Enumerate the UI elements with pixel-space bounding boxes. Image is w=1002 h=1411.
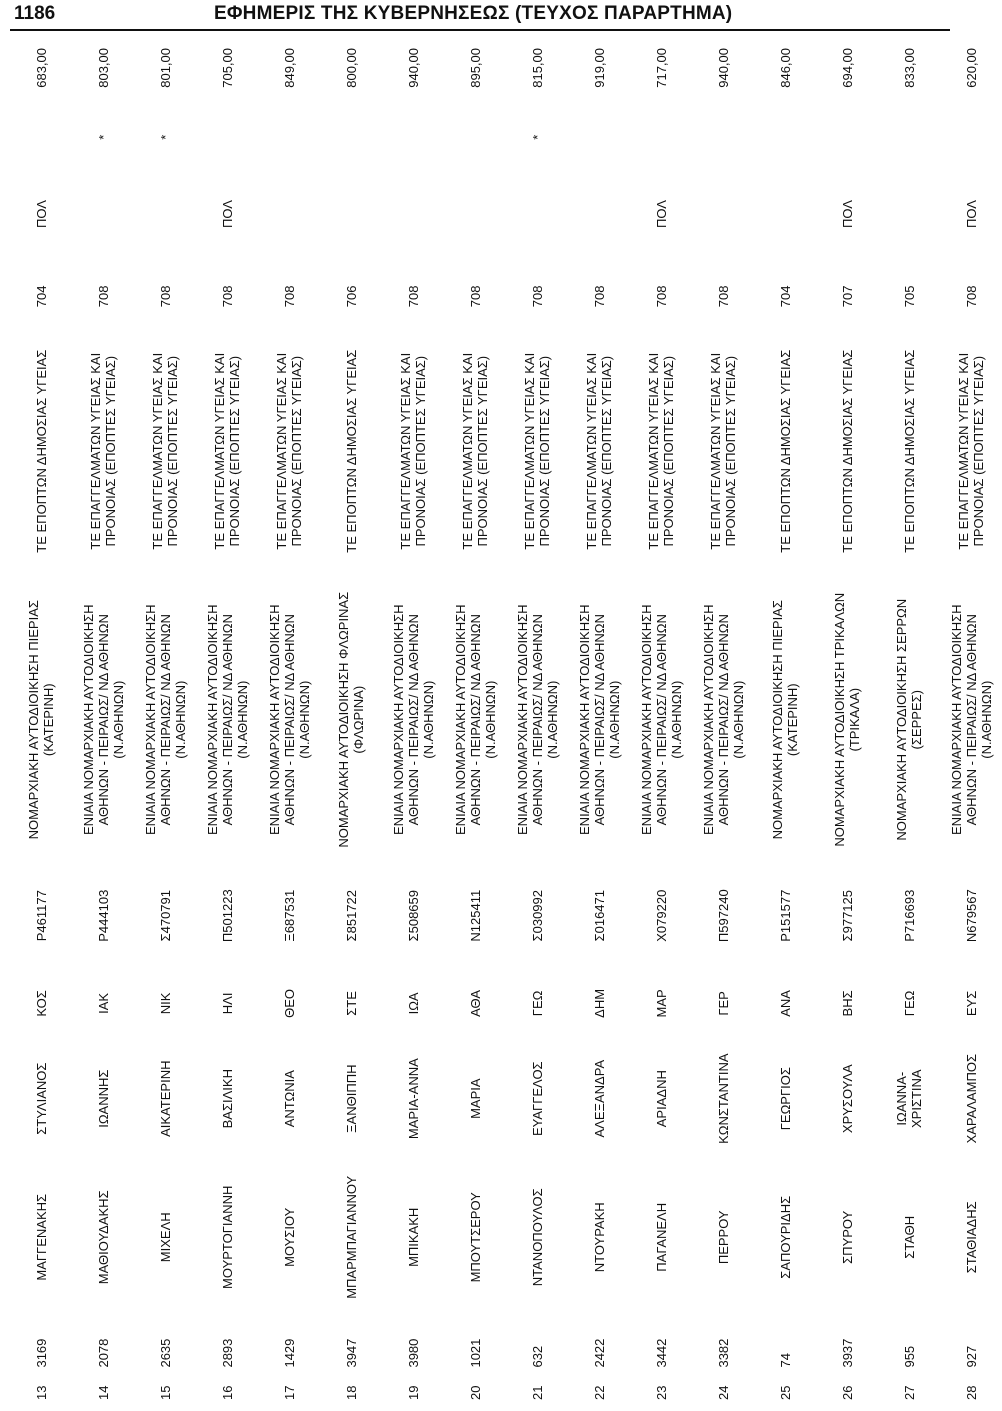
registry-number-cell: 2635 <box>157 1338 173 1368</box>
specialty-cell: ΤΕ ΕΠΑΓΓΕΛΜΑΤΩΝ ΥΓΕΙΑΣ ΚΑΙ ΠΡΟΝΟΙΑΣ (ΕΠΟΠΤΕΣ ΥΓΕΙΑΣ) <box>398 352 428 550</box>
first-name-cell: ΧΑΡΑΛΑΜΠΟΣ <box>963 1053 979 1144</box>
marker-cell <box>382 111 444 163</box>
row-number-cell: 15 <box>157 1385 173 1400</box>
registry-number-cell: 3442 <box>653 1338 669 1368</box>
specialty-code-cell: 708 <box>529 285 545 308</box>
patronym-cell: ΙΩΑ <box>405 992 421 1015</box>
id-number-cell: Σ470791 <box>157 890 173 942</box>
surname-cell: ΣΑΠΟΥΡΙΔΗΣ <box>777 1195 793 1279</box>
specialty-cell: ΤΕ ΕΠΑΓΓΕΛΜΑΤΩΝ ΥΓΕΙΑΣ ΚΑΙ ΠΡΟΝΟΙΑΣ (ΕΠΟΠΤΕΣ ΥΓΕΙΑΣ) <box>88 352 118 550</box>
row-number-cell: 24 <box>715 1385 731 1400</box>
id-number-cell: Ν679567 <box>963 889 979 943</box>
header-rule <box>10 29 950 31</box>
specialty-code-cell: 708 <box>281 285 297 308</box>
surname-cell: ΣΠΥΡΟΥ <box>839 1210 855 1264</box>
row-number-cell: 20 <box>467 1385 483 1400</box>
specialty-cell: ΤΕ ΕΠΟΠΤΩΝ ΔΗΜΟΣΙΑΣ ΥΓΕΙΑΣ <box>839 349 855 553</box>
table-row <box>134 44 196 1404</box>
score-cell: 803,00 <box>95 48 111 88</box>
journal-title: ΕΦΗΜΕΡΙΣ ΤΗΣ ΚΥΒΕΡΝΗΣΕΩΣ (ΤΕΥΧΟΣ ΠΑΡΑΡΤΗΜΑ) <box>214 3 733 24</box>
specialty-code-cell: 708 <box>219 285 235 308</box>
score-cell: 705,00 <box>219 48 235 88</box>
table-row <box>940 44 1002 1404</box>
table-row <box>196 44 258 1404</box>
score-cell: 940,00 <box>405 48 421 88</box>
row-number-cell: 28 <box>963 1385 979 1400</box>
score-cell: 800,00 <box>343 48 359 88</box>
specialty-code-cell: 707 <box>839 285 855 308</box>
first-name-cell: ΧΡΥΣΟΥΛΑ <box>839 1064 855 1134</box>
marker-cell <box>444 111 506 163</box>
row-number-cell: 19 <box>405 1385 421 1400</box>
specialty-cell: ΤΕ ΕΠΑΓΓΕΛΜΑΤΩΝ ΥΓΕΙΑΣ ΚΑΙ ΠΡΟΝΟΙΑΣ (ΕΠΟΠΤΕΣ ΥΓΕΙΑΣ) <box>708 352 738 550</box>
first-name-cell: ΕΥΑΓΓΕΛΟΣ <box>529 1061 545 1136</box>
surname-cell: ΜΠΙΚΑΚΗ <box>405 1207 421 1267</box>
score-cell: 919,00 <box>591 48 607 88</box>
table-row <box>506 44 568 1404</box>
score-cell: 895,00 <box>467 48 483 88</box>
patronym-cell: ΘΕΟ <box>281 988 297 1018</box>
table-row <box>320 44 382 1404</box>
patronym-cell: ΑΝΑ <box>777 990 793 1017</box>
id-number-cell: Ρ444103 <box>95 889 111 942</box>
patronym-cell: ΔΗΜ <box>591 988 607 1018</box>
surname-cell: ΜΑΘΙΟΥΔΑΚΗΣ <box>95 1190 111 1285</box>
specialty-cell: ΤΕ ΕΠΑΓΓΕΛΜΑΤΩΝ ΥΓΕΙΑΣ ΚΑΙ ΠΡΟΝΟΙΑΣ (ΕΠΟΠΤΕΣ ΥΓΕΙΑΣ) <box>646 352 676 550</box>
marker-cell <box>940 111 1002 163</box>
service-cell: ΕΝΙΑΙΑ ΝΟΜΑΡΧΙΑΚΗ ΑΥΤΟΔΙΟΙΚΗΣΗ ΑΘΗΝΩΝ - ΠΕΙΡΑΙΩΣ/ ΝΔ ΑΘΗΝΩΝ (Ν.ΑΘΗΝΩΝ) <box>204 604 250 835</box>
specialty-code-cell: 708 <box>591 285 607 308</box>
row-number-cell: 26 <box>839 1385 855 1400</box>
id-number-cell: Σ977125 <box>839 890 855 942</box>
table-row <box>816 44 878 1404</box>
row-number-cell: 22 <box>591 1385 607 1400</box>
surname-cell: ΠΑΓΑΝΕΛΗ <box>653 1202 669 1272</box>
service-cell: ΕΝΙΑΙΑ ΝΟΜΑΡΧΙΑΚΗ ΑΥΤΟΔΙΟΙΚΗΣΗ ΑΘΗΝΩΝ - ΠΕΙΡΑΙΩΣ/ ΝΔ ΑΘΗΝΩΝ (Ν.ΑΘΗΝΩΝ) <box>390 604 436 835</box>
registry-number-cell: 3937 <box>839 1338 855 1368</box>
page-header <box>0 0 960 32</box>
registry-number-cell: 2893 <box>219 1338 235 1368</box>
score-cell: 683,00 <box>33 48 49 88</box>
score-cell: 717,00 <box>653 48 669 88</box>
surname-cell: ΜΑΓΓΕΝΑΚΗΣ <box>33 1193 49 1281</box>
registry-number-cell: 632 <box>529 1345 545 1368</box>
specialty-code-cell: 708 <box>653 285 669 308</box>
id-number-cell: Σ508659 <box>405 890 421 942</box>
surname-cell: ΝΤΟΥΡΑΚΗ <box>591 1202 607 1273</box>
specialty-cell: ΤΕ ΕΠΟΠΤΩΝ ΔΗΜΟΣΙΑΣ ΥΓΕΙΑΣ <box>343 349 359 553</box>
service-cell: ΝΟΜΑΡΧΙΑΚΗ ΑΥΤΟΔΙΟΙΚΗΣΗ ΠΙΕΡΙΑΣ (ΚΑΤΕΡΙΝΗ) <box>26 600 56 840</box>
service-cell: ΕΝΙΑΙΑ ΝΟΜΑΡΧΙΑΚΗ ΑΥΤΟΔΙΟΙΚΗΣΗ ΑΘΗΝΩΝ - ΠΕΙΡΑΙΩΣ/ ΝΔ ΑΘΗΝΩΝ (Ν.ΑΘΗΝΩΝ) <box>948 604 994 835</box>
row-number-cell: 27 <box>901 1385 917 1400</box>
specialty-cell: ΤΕ ΕΠΟΠΤΩΝ ΔΗΜΟΣΙΑΣ ΥΓΕΙΑΣ <box>33 349 49 553</box>
registry-number-cell: 3169 <box>33 1338 49 1368</box>
registry-number-cell: 955 <box>901 1345 917 1368</box>
patronym-cell: ΝΙΚ <box>157 992 173 1015</box>
specialty-cell: ΤΕ ΕΠΑΓΓΕΛΜΑΤΩΝ ΥΓΕΙΑΣ ΚΑΙ ΠΡΟΝΟΙΑΣ (ΕΠΟΠΤΕΣ ΥΓΕΙΑΣ) <box>460 352 490 550</box>
specialty-cell: ΤΕ ΕΠΑΓΓΕΛΜΑΤΩΝ ΥΓΕΙΑΣ ΚΑΙ ΠΡΟΝΟΙΑΣ (ΕΠΟΠΤΕΣ ΥΓΕΙΑΣ) <box>274 352 304 550</box>
id-number-cell: Ρ461177 <box>33 890 49 942</box>
surname-cell: ΝΤΑΝΟΠΟΥΛΟΣ <box>529 1188 545 1287</box>
rotated-table-container <box>10 44 994 1404</box>
first-name-cell: ΙΩΑΝΝΗΣ <box>95 1069 111 1128</box>
service-cell: ΝΟΜΑΡΧΙΑΚΗ ΑΥΤΟΔΙΟΙΚΗΣΗ ΤΡΙΚΑΛΩΝ (ΤΡΙΚΑΛΑ) <box>832 592 862 847</box>
patronym-cell: ΓΕΡ <box>715 991 731 1016</box>
surname-cell: ΜΠΟΥΤΣΕΡΟΥ <box>467 1192 483 1283</box>
specialty-code-cell: 708 <box>405 285 421 308</box>
id-number-cell: Σ030992 <box>529 890 545 942</box>
appointments-table <box>10 44 1002 1404</box>
table-row <box>444 44 506 1404</box>
marker-cell <box>320 111 382 163</box>
table-row <box>754 44 816 1404</box>
marker-cell: * <box>95 134 111 140</box>
specialty-cell: ΤΕ ΕΠΟΠΤΩΝ ΔΗΜΟΣΙΑΣ ΥΓΕΙΑΣ <box>777 349 793 553</box>
score-cell: 801,00 <box>157 48 173 88</box>
row-number-cell: 14 <box>95 1385 111 1400</box>
patronym-cell: ΣΤΕ <box>343 991 359 1016</box>
marker-cell <box>568 111 630 163</box>
service-cell: ΕΝΙΑΙΑ ΝΟΜΑΡΧΙΑΚΗ ΑΥΤΟΔΙΟΙΚΗΣΗ ΑΘΗΝΩΝ - ΠΕΙΡΑΙΩΣ/ ΝΔ ΑΘΗΝΩΝ (Ν.ΑΘΗΝΩΝ) <box>266 604 312 835</box>
specialty-code-cell: 708 <box>963 285 979 308</box>
table-row <box>878 44 940 1404</box>
large-family-cell <box>878 163 940 265</box>
specialty-code-cell: 708 <box>715 285 731 308</box>
large-family-cell <box>568 163 630 265</box>
first-name-cell: ΑΝΤΩΝΙΑ <box>281 1070 297 1128</box>
first-name-cell: ΜΑΡΙΑ <box>467 1078 483 1119</box>
large-family-cell: ΠΟΛ <box>219 200 235 229</box>
score-cell: 815,00 <box>529 48 545 88</box>
service-cell: ΝΟΜΑΡΧΙΑΚΗ ΑΥΤΟΔΙΟΙΚΗΣΗ ΣΕΡΡΩΝ (ΣΕΡΡΕΣ) <box>894 598 924 841</box>
large-family-cell <box>754 163 816 265</box>
table-row <box>382 44 444 1404</box>
id-number-cell: Ξ687531 <box>281 889 297 942</box>
large-family-cell <box>258 163 320 265</box>
row-number-cell: 17 <box>281 1385 297 1400</box>
specialty-code-cell: 704 <box>33 285 49 308</box>
service-cell: ΕΝΙΑΙΑ ΝΟΜΑΡΧΙΑΚΗ ΑΥΤΟΔΙΟΙΚΗΣΗ ΑΘΗΝΩΝ - ΠΕΙΡΑΙΩΣ/ ΝΔ ΑΘΗΝΩΝ (Ν.ΑΘΗΝΩΝ) <box>142 604 188 835</box>
specialty-code-cell: 706 <box>343 285 359 308</box>
service-cell: ΝΟΜΑΡΧΙΑΚΗ ΑΥΤΟΔΙΟΙΚΗΣΗ ΠΙΕΡΙΑΣ (ΚΑΤΕΡΙΝΗ) <box>770 600 800 840</box>
large-family-cell <box>382 163 444 265</box>
table-row <box>692 44 754 1404</box>
score-cell: 620,00 <box>963 48 979 88</box>
patronym-cell: ΗΛΙ <box>219 992 235 1015</box>
service-cell: ΕΝΙΑΙΑ ΝΟΜΑΡΧΙΑΚΗ ΑΥΤΟΔΙΟΙΚΗΣΗ ΑΘΗΝΩΝ - ΠΕΙΡΑΙΩΣ/ ΝΔ ΑΘΗΝΩΝ (Ν.ΑΘΗΝΩΝ) <box>452 604 498 835</box>
specialty-cell: ΤΕ ΕΠΑΓΓΕΛΜΑΤΩΝ ΥΓΕΙΑΣ ΚΑΙ ΠΡΟΝΟΙΑΣ (ΕΠΟΠΤΕΣ ΥΓΕΙΑΣ) <box>584 352 614 550</box>
surname-cell: ΜΟΥΣΙΟΥ <box>281 1207 297 1267</box>
large-family-cell: ΠΟΛ <box>653 200 669 229</box>
row-number-cell: 18 <box>343 1385 359 1400</box>
specialty-code-cell: 708 <box>157 285 173 308</box>
row-number-cell: 25 <box>777 1385 793 1400</box>
registry-number-cell: 2078 <box>95 1338 111 1368</box>
patronym-cell: ΚΟΣ <box>33 990 49 1017</box>
first-name-cell: ΜΑΡΙΑ-ΑΝΝΑ <box>405 1058 421 1140</box>
registry-number-cell: 927 <box>963 1345 979 1368</box>
specialty-cell: ΤΕ ΕΠΑΓΓΕΛΜΑΤΩΝ ΥΓΕΙΑΣ ΚΑΙ ΠΡΟΝΟΙΑΣ (ΕΠΟΠΤΕΣ ΥΓΕΙΑΣ) <box>212 352 242 550</box>
score-cell: 833,00 <box>901 48 917 88</box>
service-cell: ΕΝΙΑΙΑ ΝΟΜΑΡΧΙΑΚΗ ΑΥΤΟΔΙΟΙΚΗΣΗ ΑΘΗΝΩΝ - ΠΕΙΡΑΙΩΣ/ ΝΔ ΑΘΗΝΩΝ (Ν.ΑΘΗΝΩΝ) <box>576 604 622 835</box>
service-cell: ΕΝΙΑΙΑ ΝΟΜΑΡΧΙΑΚΗ ΑΥΤΟΔΙΟΙΚΗΣΗ ΑΘΗΝΩΝ - ΠΕΙΡΑΙΩΣ/ ΝΔ ΑΘΗΝΩΝ (Ν.ΑΘΗΝΩΝ) <box>514 604 560 835</box>
surname-cell: ΣΤΑΘΙΑΔΗΣ <box>963 1201 979 1274</box>
surname-cell: ΜΟΥΡΤΟΓΙΑΝΝΗ <box>219 1185 235 1289</box>
id-number-cell: Σ016471 <box>591 890 607 942</box>
id-number-cell: Ρ716693 <box>901 889 917 942</box>
row-number-cell: 16 <box>219 1385 235 1400</box>
id-number-cell: Ν125411 <box>467 889 483 942</box>
registry-number-cell: 1429 <box>281 1338 297 1368</box>
first-name-cell: ΑΙΚΑΤΕΡΙΝΗ <box>157 1060 173 1137</box>
large-family-cell: ΠΟΛ <box>839 200 855 229</box>
page-number: 1186 <box>14 3 56 24</box>
id-number-cell: Σ851722 <box>343 890 359 942</box>
service-cell: ΕΝΙΑΙΑ ΝΟΜΑΡΧΙΑΚΗ ΑΥΤΟΔΙΟΙΚΗΣΗ ΑΘΗΝΩΝ - ΠΕΙΡΑΙΩΣ/ ΝΔ ΑΘΗΝΩΝ (Ν.ΑΘΗΝΩΝ) <box>700 604 746 835</box>
service-cell: ΕΝΙΑΙΑ ΝΟΜΑΡΧΙΑΚΗ ΑΥΤΟΔΙΟΙΚΗΣΗ ΑΘΗΝΩΝ - ΠΕΙΡΑΙΩΣ/ ΝΔ ΑΘΗΝΩΝ (Ν.ΑΘΗΝΩΝ) <box>638 604 684 835</box>
service-cell: ΕΝΙΑΙΑ ΝΟΜΑΡΧΙΑΚΗ ΑΥΤΟΔΙΟΙΚΗΣΗ ΑΘΗΝΩΝ - ΠΕΙΡΑΙΩΣ/ ΝΔ ΑΘΗΝΩΝ (Ν.ΑΘΗΝΩΝ) <box>80 604 126 835</box>
patronym-cell: ΓΕΩ <box>901 990 917 1017</box>
large-family-cell <box>506 163 568 265</box>
surname-cell: ΠΕΡΡΟΥ <box>715 1210 731 1265</box>
row-number-cell: 21 <box>529 1385 545 1400</box>
first-name-cell: ΞΑΝΘΙΠΠΗ <box>343 1064 359 1133</box>
first-name-cell: ΒΑΣΙΛΙΚΗ <box>219 1069 235 1129</box>
row-number-cell: 13 <box>33 1385 49 1400</box>
registry-number-cell: 3980 <box>405 1338 421 1368</box>
first-name-cell: ΑΛΕΞΑΝΔΡΑ <box>591 1059 607 1138</box>
specialty-code-cell: 705 <box>901 285 917 308</box>
marker-cell <box>878 111 940 163</box>
marker-cell <box>754 111 816 163</box>
score-cell: 849,00 <box>281 48 297 88</box>
marker-cell <box>258 111 320 163</box>
registry-number-cell: 74 <box>777 1353 793 1368</box>
patronym-cell: ΙΑΚ <box>95 992 111 1014</box>
specialty-cell: ΤΕ ΕΠΟΠΤΩΝ ΔΗΜΟΣΙΑΣ ΥΓΕΙΑΣ <box>901 349 917 553</box>
large-family-cell <box>692 163 754 265</box>
first-name-cell: ΙΩΑΝΝΑ-ΧΡΙΣΤΙΝΑ <box>894 1069 924 1128</box>
surname-cell: ΜΠΑΡΜΠΑΓΙΑΝΝΟΥ <box>343 1175 359 1299</box>
table-row <box>72 44 134 1404</box>
table-row <box>630 44 692 1404</box>
service-cell: ΝΟΜΑΡΧΙΑΚΗ ΑΥΤΟΔΙΟΙΚΗΣΗ ΦΛΩΡΙΝΑΣ (ΦΛΩΡΙΝΑ) <box>336 591 366 848</box>
large-family-cell <box>444 163 506 265</box>
id-number-cell: Ρ151577 <box>777 889 793 942</box>
specialty-cell: ΤΕ ΕΠΑΓΓΕΛΜΑΤΩΝ ΥΓΕΙΑΣ ΚΑΙ ΠΡΟΝΟΙΑΣ (ΕΠΟΠΤΕΣ ΥΓΕΙΑΣ) <box>150 352 180 550</box>
registry-number-cell: 1021 <box>467 1338 483 1368</box>
score-cell: 846,00 <box>777 48 793 88</box>
marker-cell <box>692 111 754 163</box>
first-name-cell: ΚΩΝΣΤΑΝΤΙΝΑ <box>715 1053 731 1144</box>
specialty-cell: ΤΕ ΕΠΑΓΓΕΛΜΑΤΩΝ ΥΓΕΙΑΣ ΚΑΙ ΠΡΟΝΟΙΑΣ (ΕΠΟΠΤΕΣ ΥΓΕΙΑΣ) <box>956 352 986 550</box>
large-family-cell <box>320 163 382 265</box>
specialty-cell: ΤΕ ΕΠΑΓΓΕΛΜΑΤΩΝ ΥΓΕΙΑΣ ΚΑΙ ΠΡΟΝΟΙΑΣ (ΕΠΟΠΤΕΣ ΥΓΕΙΑΣ) <box>522 352 552 550</box>
large-family-cell: ΠΟΛ <box>963 200 979 229</box>
patronym-cell: ΜΑΡ <box>653 989 669 1018</box>
large-family-cell <box>134 163 196 265</box>
marker-cell <box>10 111 72 163</box>
table-row <box>258 44 320 1404</box>
first-name-cell: ΣΤΥΛΙΑΝΟΣ <box>33 1062 49 1135</box>
marker-cell: * <box>157 134 173 140</box>
score-cell: 694,00 <box>839 48 855 88</box>
id-number-cell: Π597240 <box>715 889 731 943</box>
first-name-cell: ΓΕΩΡΓΙΟΣ <box>777 1067 793 1131</box>
registry-number-cell: 3947 <box>343 1338 359 1368</box>
marker-cell: * <box>529 134 545 140</box>
marker-cell <box>196 111 258 163</box>
marker-cell <box>630 111 692 163</box>
registry-number-cell: 3382 <box>715 1338 731 1368</box>
id-number-cell: Χ079220 <box>653 889 669 942</box>
row-number-cell: 23 <box>653 1385 669 1400</box>
patronym-cell: ΑΘΑ <box>467 989 483 1017</box>
id-number-cell: Π501223 <box>219 889 235 943</box>
large-family-cell: ΠΟΛ <box>33 200 49 229</box>
specialty-code-cell: 704 <box>777 285 793 308</box>
specialty-code-cell: 708 <box>95 285 111 308</box>
patronym-cell: ΒΗΣ <box>839 990 855 1017</box>
patronym-cell: ΕΥΣ <box>963 990 979 1017</box>
registry-number-cell: 2422 <box>591 1338 607 1368</box>
surname-cell: ΜΙΧΕΛΗ <box>157 1212 173 1263</box>
large-family-cell <box>72 163 134 265</box>
appointments-table-body <box>10 44 1002 1404</box>
table-row <box>568 44 630 1404</box>
table-row <box>10 44 72 1404</box>
surname-cell: ΣΤΑΘΗ <box>901 1215 917 1259</box>
specialty-code-cell: 708 <box>467 285 483 308</box>
first-name-cell: ΑΡΙΑΔΝΗ <box>653 1070 669 1128</box>
patronym-cell: ΓΕΩ <box>529 990 545 1017</box>
score-cell: 940,00 <box>715 48 731 88</box>
marker-cell <box>816 111 878 163</box>
